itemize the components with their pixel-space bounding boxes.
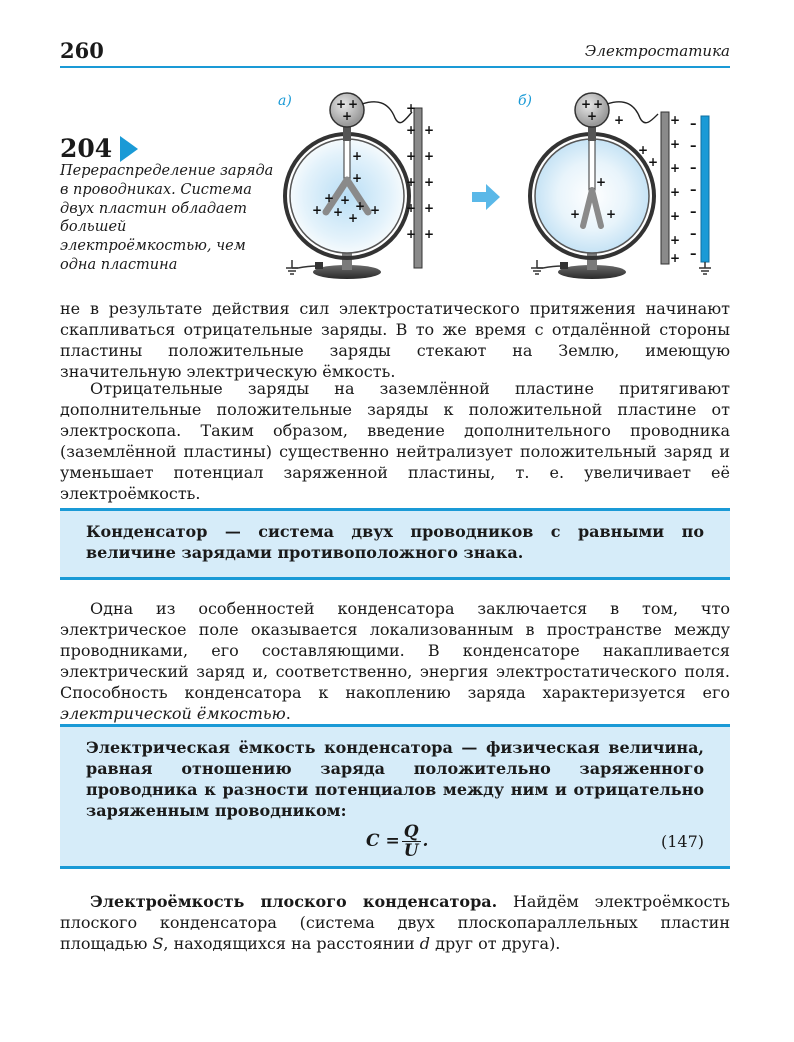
charge: + bbox=[342, 109, 353, 123]
charge: + bbox=[352, 171, 363, 185]
charge: + bbox=[348, 97, 359, 111]
label-a: а) bbox=[278, 93, 292, 109]
charge: + bbox=[587, 109, 598, 123]
charge: + bbox=[312, 203, 323, 217]
paragraph-3-body: Одна из особенностей конденсатора заключается в том, что электрическое поле оказывается локализованным в пространстве между проводниками, его составляющими. В конденсаторе накапливается электрический заряд и, соответственно, энергия электростатического поля. Способность конденсатора к накоплению заряда характеризуется его bbox=[60, 599, 730, 702]
electroscope-figure bbox=[0, 0, 794, 300]
paragraph-4-body-1: Найдём электроёмкость плоского конденсатора (система двух плоскопараллельных пластин площадью bbox=[60, 892, 730, 953]
charge: + bbox=[670, 161, 681, 175]
definition-capacitance-text: Электрическая ёмкость конденсатора — физическая величина, равная отношению заряда положительно заряженного проводника к разности потенциалов между ним и отрицательно заряженным проводником: bbox=[86, 738, 704, 820]
charge: + bbox=[670, 113, 681, 127]
charge: + bbox=[340, 193, 351, 207]
capacitance-formula bbox=[366, 823, 428, 860]
transition-arrow-icon bbox=[472, 184, 500, 210]
definition-capacitor-box bbox=[60, 508, 730, 580]
formula-lhs: C = bbox=[366, 831, 400, 851]
paragraph-4 bbox=[60, 891, 730, 954]
paragraph-2 bbox=[60, 378, 730, 504]
electroscope-a bbox=[285, 93, 422, 279]
definition-capacitor-text: Конденсатор — система двух проводников с равными по величине зарядами противоположного знака. bbox=[86, 522, 704, 562]
charge: + bbox=[355, 199, 366, 213]
charge: + bbox=[352, 149, 363, 163]
charge: + bbox=[638, 143, 649, 157]
figure-caption: Перераспределение заряда в проводниках. Система двух пластин обладает большей электроёмкостью, чем одна пластина bbox=[60, 163, 274, 273]
definition-capacitance-inner bbox=[60, 727, 730, 875]
plate-b-grey bbox=[661, 112, 669, 264]
paragraph-1-text: не в результате действия сил электростатического притяжения начинают скапливаться отрицательные заряды. В то же время с отдалённой стороны пластины положительные заряды стекают на Землю, имеющую значительную электрическую ёмкость. bbox=[60, 299, 730, 381]
paragraph-2-text: Отрицательные заряды на заземлённой пластине притягивают дополнительные положительные заряды к положительной пластине от электроскопа. Таким образом, введение дополнительного проводника (заземлённой пластины) существенно нейтрализует положительный заряд и уменьшает потенциал заряженной пластины, т. е. увеличивает её электроёмкость. bbox=[60, 379, 730, 503]
charge: + bbox=[596, 175, 607, 189]
paragraph-4-body-2: , находящихся на расстоянии bbox=[163, 934, 420, 953]
charge: + bbox=[424, 175, 435, 189]
page-number: 260 bbox=[60, 38, 104, 63]
charge: + bbox=[336, 97, 347, 111]
charge: + bbox=[606, 207, 617, 221]
charge: + bbox=[370, 203, 381, 217]
charge: + bbox=[648, 155, 659, 169]
charge: + bbox=[614, 113, 625, 127]
paragraph-3 bbox=[60, 598, 730, 724]
charge: + bbox=[424, 201, 435, 215]
charge: + bbox=[406, 149, 417, 163]
running-title: Электростатика bbox=[584, 42, 730, 60]
charge: + bbox=[670, 137, 681, 151]
charge: + bbox=[424, 149, 435, 163]
paragraph-4-heading: Электроёмкость плоского конденсатора. bbox=[90, 892, 498, 911]
charge: – bbox=[690, 183, 697, 198]
charge: + bbox=[670, 209, 681, 223]
charge: + bbox=[406, 201, 417, 215]
equation-number: (147) bbox=[660, 832, 704, 851]
charge: – bbox=[690, 117, 697, 132]
formula-fraction bbox=[402, 823, 421, 860]
formula-end: . bbox=[422, 831, 429, 851]
charge: + bbox=[324, 191, 335, 205]
charge: – bbox=[690, 161, 697, 176]
charge: + bbox=[670, 251, 681, 265]
charge: + bbox=[670, 233, 681, 247]
paragraph-3-end: . bbox=[285, 704, 291, 723]
charge: + bbox=[406, 227, 417, 241]
charge: + bbox=[581, 97, 592, 111]
charge: + bbox=[333, 205, 344, 219]
charge: – bbox=[690, 205, 697, 220]
charge: – bbox=[690, 139, 697, 154]
charge: + bbox=[348, 211, 359, 225]
plate-b-blue bbox=[701, 116, 709, 262]
figure-number-text: 204 bbox=[60, 134, 113, 163]
variable-s: S bbox=[152, 934, 164, 953]
charge: + bbox=[670, 185, 681, 199]
paragraph-4-body-3: друг от друга). bbox=[430, 934, 561, 953]
paragraph-1 bbox=[60, 298, 730, 382]
charges-b-negative bbox=[690, 117, 697, 262]
charge: + bbox=[424, 227, 435, 241]
paragraph-3-text bbox=[60, 598, 730, 724]
charge: + bbox=[593, 97, 604, 111]
charge: – bbox=[690, 227, 697, 242]
charge: + bbox=[424, 123, 435, 137]
formula-numerator: Q bbox=[403, 822, 419, 842]
charge: + bbox=[406, 101, 417, 115]
label-b: б) bbox=[518, 93, 533, 109]
charge: + bbox=[406, 123, 417, 137]
formula-denominator: U bbox=[403, 841, 419, 861]
paragraph-4-text bbox=[60, 891, 730, 954]
paragraph-3-term: электрической ёмкостью bbox=[60, 704, 286, 723]
variable-d: d bbox=[419, 934, 430, 953]
charge: + bbox=[570, 207, 581, 221]
formula-row bbox=[86, 821, 704, 865]
definition-capacitance-box bbox=[60, 724, 730, 869]
charge: + bbox=[406, 175, 417, 189]
charge: – bbox=[690, 247, 697, 262]
